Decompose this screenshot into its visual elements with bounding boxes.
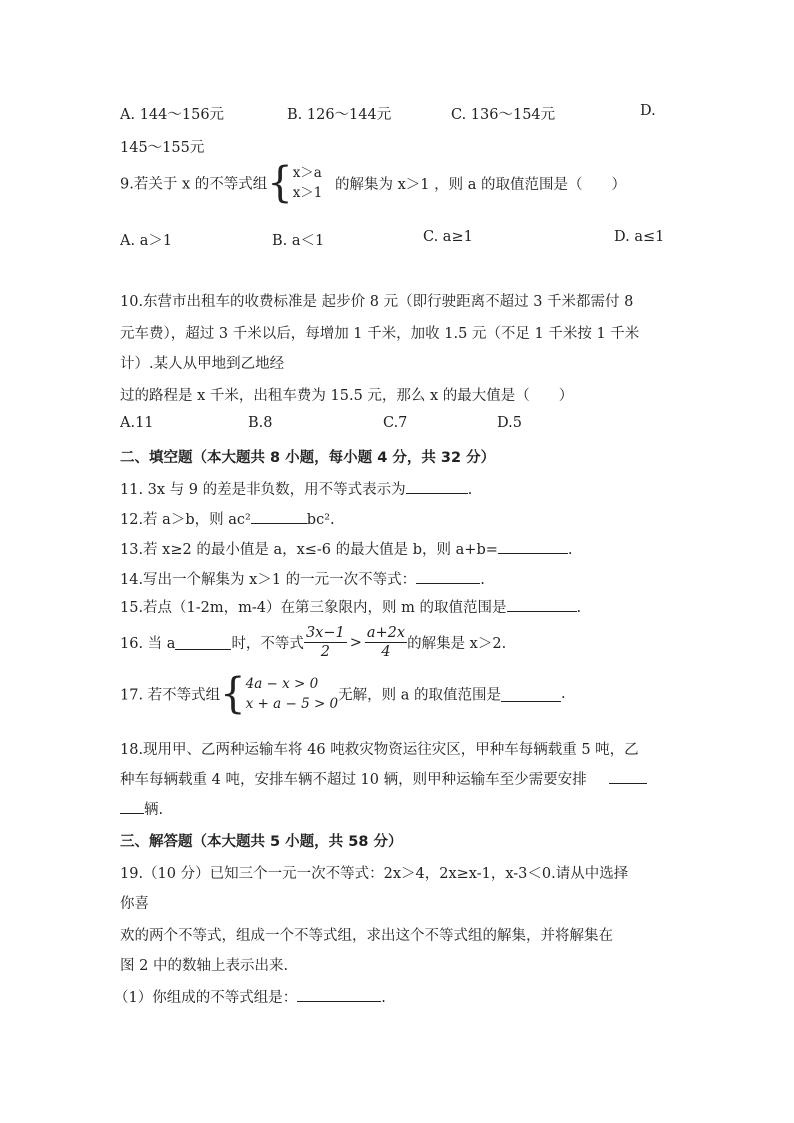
q10-line-1: 10.东营市出租车的收费标准是 起步价 8 元（即行驶距离不超过 3 千米都需付 8 xyxy=(120,294,634,310)
q12-mid: bc². xyxy=(306,512,335,528)
q9-system-line-2: x＞1 xyxy=(292,185,323,201)
q13-text: 13.若 x≥2 的最小值是 a，x≤-6 的最大值是 b，则 a+b= xyxy=(120,542,498,558)
q14-end: . xyxy=(480,572,485,588)
q18-answer-blank-part-2[interactable] xyxy=(120,799,144,814)
q17-system-line-1: 4a − x > 0 xyxy=(245,676,319,692)
q14 xyxy=(120,568,485,589)
q10-option-c: C.7 xyxy=(383,415,408,431)
q19-sub-1-end: . xyxy=(381,990,386,1006)
q11-answer-blank[interactable] xyxy=(406,479,468,494)
q19-line-3: 欢的两个不等式，组成一个不等式组，求出这个不等式组的解集，并将解集在 xyxy=(120,928,613,944)
q19-sub-1-answer-blank[interactable] xyxy=(297,987,381,1002)
q15-text: 15.若点（1-2m，m-4）在第三象限内，则 m 的取值范围是 xyxy=(120,600,507,616)
q18-line-3-text: 辆. xyxy=(144,802,164,818)
q18-line-3 xyxy=(120,798,163,819)
q17-brace: { xyxy=(220,669,246,719)
q16-answer-blank[interactable] xyxy=(175,635,231,650)
q10-option-a: A.11 xyxy=(120,415,154,431)
section-2-heading: 二、填空题（本大题共 8 小题，每小题 4 分，共 32 分） xyxy=(120,450,496,466)
q15-answer-blank[interactable] xyxy=(507,597,577,612)
q9-question xyxy=(120,158,626,213)
q10-line-2: 元车费），超过 3 千米以后，每增加 1 千米，加收 1.5 元（不足 1 千米按 1 千米 xyxy=(120,326,640,342)
q16-fraction-1 xyxy=(304,624,347,661)
q9-option-d: D. a≤1 xyxy=(614,229,665,245)
q9-prefix: 9.若关于 x 的不等式组 xyxy=(120,176,268,193)
q15-end: . xyxy=(576,600,582,616)
q14-text: 14.写出一个解集为 x＞1 的一元一次不等式： xyxy=(120,572,417,588)
q17-system-line-2: x + a − 5 > 0 xyxy=(245,696,339,712)
q19-line-4: 图 2 中的数轴上表示出来. xyxy=(120,958,289,974)
q16-greater-than: > xyxy=(349,634,362,651)
q18-answer-blank-part-1[interactable] xyxy=(609,769,647,784)
q19-sub-1-text: （1）你组成的不等式组是： xyxy=(114,990,298,1006)
q19-sub-1 xyxy=(114,986,386,1007)
q13-answer-blank[interactable] xyxy=(498,539,568,554)
q8-option-b: B. 126～144元 xyxy=(287,107,392,123)
q13 xyxy=(120,538,572,559)
q12-text: 12.若 a＞b，则 ac² xyxy=(120,512,251,528)
q9-option-b: B. a＜1 xyxy=(272,233,325,249)
q9-system xyxy=(293,163,323,203)
q11-text: 11. 3x 与 9 的差是非负数，用不等式表示为 xyxy=(120,482,406,498)
q11-end: . xyxy=(467,482,473,498)
q10-line-4: 过的路程是 x 千米，出租车费为 15.5 元，那么 x 的最大值是（ ） xyxy=(120,388,574,404)
q16-mid: 时，不等式 xyxy=(231,636,304,652)
q10-option-b: B.8 xyxy=(248,415,273,431)
q19-line-2: 你喜 xyxy=(120,896,149,912)
q16 xyxy=(120,624,506,668)
q9-option-a: A. a＞1 xyxy=(120,233,173,249)
q15 xyxy=(120,596,581,617)
q18-line-2-text: 种车每辆载重 4 吨，安排车辆不超过 10 辆，则甲种运输车至少需要安排 xyxy=(120,772,587,788)
q14-answer-blank[interactable] xyxy=(416,569,480,584)
q8-option-c: C. 136～154元 xyxy=(451,107,556,123)
q16-fraction-1-denominator: 2 xyxy=(320,644,330,660)
q9-option-c: C. a≥1 xyxy=(423,229,473,245)
q8-option-a: A. 144～156元 xyxy=(120,107,225,123)
q12-answer-blank[interactable] xyxy=(251,509,307,524)
q17-suffix: 无解，则 a 的取值范围是 xyxy=(338,687,502,704)
q8-option-d-label: D. xyxy=(640,103,656,119)
q9-brace: { xyxy=(267,158,293,208)
q17 xyxy=(120,669,566,722)
section-3-heading: 三、解答题（本大题共 5 小题，共 58 分） xyxy=(120,834,403,850)
q19-line-1: 19.（10 分）已知三个一元一次不等式：2x＞4，2x≥x-1，x-3＜0.请从中选择 xyxy=(120,866,629,882)
q12 xyxy=(120,508,335,529)
q9-suffix: 的解集为 x＞1 ，则 a 的取值范围是（ ） xyxy=(335,176,626,193)
q16-fraction-1-numerator: 3x−1 xyxy=(305,625,345,641)
q16-prefix: 16. 当 a xyxy=(120,636,176,652)
q9-system-line-1: x＞a xyxy=(292,165,322,181)
q10-line-3: 计）.某人从甲地到乙地经 xyxy=(120,356,285,372)
q16-suffix: 的解集是 x＞2. xyxy=(407,636,507,652)
q16-fraction-2-numerator: a+2x xyxy=(366,625,406,641)
q16-fraction-2 xyxy=(365,624,407,661)
q10-option-d: D.5 xyxy=(497,415,522,431)
q17-system xyxy=(246,674,339,714)
q18-line-2 xyxy=(120,768,647,789)
q11 xyxy=(120,478,472,499)
q17-prefix: 17. 若不等式组 xyxy=(120,687,221,704)
q8-option-d-value: 145～155元 xyxy=(120,140,205,156)
q17-end: . xyxy=(561,686,566,702)
q17-answer-blank[interactable] xyxy=(501,687,561,702)
q18-line-1: 18.现用甲、乙两种运输车将 46 吨救灾物资运往灾区，甲种车每辆载重 5 吨，乙 xyxy=(120,742,639,758)
q16-fraction-2-denominator: 4 xyxy=(381,644,391,660)
q13-end: . xyxy=(567,542,573,558)
